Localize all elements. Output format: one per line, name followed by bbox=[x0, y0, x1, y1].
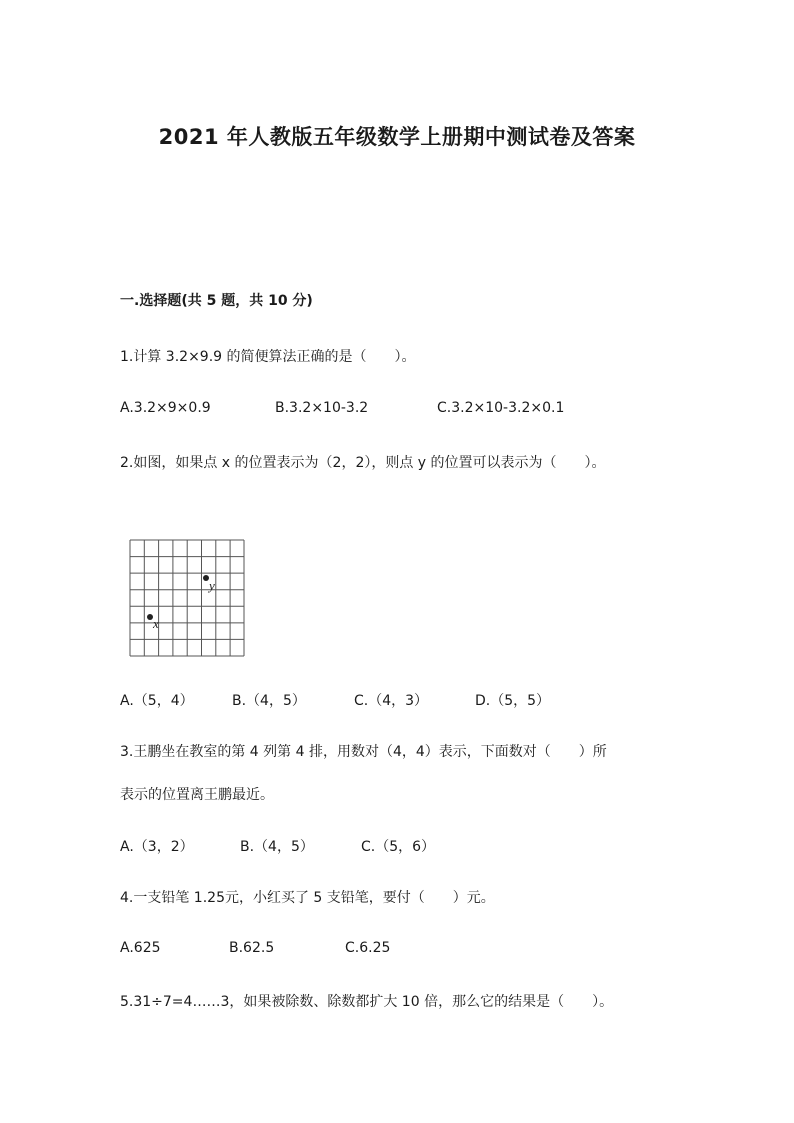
question-1-stem: 1.计算 3.2×9.9 的简便算法正确的是（ ）。 bbox=[120, 349, 416, 365]
question-2-option-a: A.（5，4） bbox=[120, 693, 194, 709]
page-title: 2021 年人教版五年级数学上册期中测试卷及答案 bbox=[158, 125, 636, 149]
point-x-label: x bbox=[153, 616, 159, 631]
question-2-option-d: D.（5，5） bbox=[475, 693, 551, 709]
question-4-stem: 4.一支铅笔 1.25元，小红买了 5 支铅笔，要付（ ）元。 bbox=[120, 890, 495, 906]
question-3-option-c: C.（5，6） bbox=[361, 839, 436, 855]
question-4-option-c: C.6.25 bbox=[345, 940, 391, 956]
question-3-option-b: B.（4，5） bbox=[240, 839, 314, 855]
question-3-stem-line-2: 表示的位置离王鹏最近。 bbox=[120, 787, 274, 803]
question-3-option-a: A.（3，2） bbox=[120, 839, 194, 855]
question-4-option-b: B.62.5 bbox=[229, 940, 275, 956]
question-5-stem: 5.31÷7=4……3，如果被除数、除数都扩大 10 倍，那么它的结果是（ ）。 bbox=[120, 994, 614, 1010]
coordinate-grid-figure bbox=[129, 539, 245, 657]
question-3-stem-line-1: 3.王鹏坐在教室的第 4 列第 4 排，用数对（4，4）表示，下面数对（ ）所 bbox=[120, 744, 607, 760]
section-heading: 一.选择题(共 5 题，共 10 分) bbox=[120, 293, 313, 309]
question-4-option-a: A.625 bbox=[120, 940, 161, 956]
question-1-option-c: C.3.2×10-3.2×0.1 bbox=[437, 400, 565, 416]
grid-svg bbox=[129, 539, 245, 657]
question-1-option-b: B.3.2×10-3.2 bbox=[275, 400, 369, 416]
question-2-option-c: C.（4，3） bbox=[354, 693, 429, 709]
question-2-stem: 2.如图，如果点 x 的位置表示为（2，2），则点 y 的位置可以表示为（ ）。 bbox=[120, 455, 606, 471]
question-2-option-b: B.（4，5） bbox=[232, 693, 306, 709]
question-1-option-a: A.3.2×9×0.9 bbox=[120, 400, 211, 416]
point-y-label: y bbox=[209, 578, 215, 593]
